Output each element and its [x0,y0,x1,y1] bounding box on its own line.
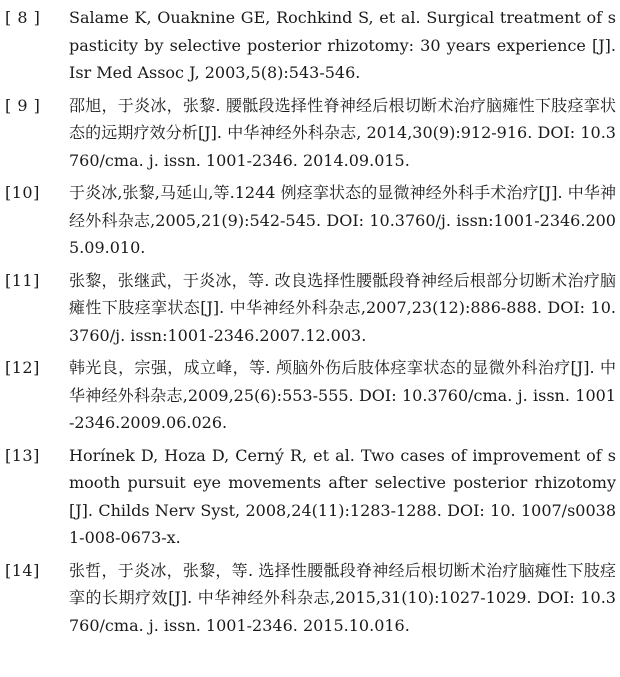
reference-text: Salame K, Ouaknine GE, Rochkind S, et al. Surgical treatment of spasticity by selective posterior rhizotomy: 30 years experience [J]. Isr Med Assoc J, 2003,5(8):543-546. [69,8,616,82]
reference-entry [0,4,620,87]
reference-entry [0,354,620,437]
reference-number: [11] [5,270,40,290]
reference-number: [10] [5,183,40,202]
reference-text: Horínek D, Hoza D, Cerný R, et al. Two cases of improvement of smooth pursuit eye movements after selective posterior rhizotomy [J]. Childs Nerv Syst, 2008,24(11):1283-1288. DOI: 10. 1007/s00381-008-0673-x. [69,445,616,547]
reference-text: 于炎冰,张黎,马延山,等.1244 例痉挛状态的显微神经外科手术治疗[J]. 中华神经外科杂志,2005,21(9):542-545. DOI: 10.3760/j. issn:1001-2346.2005.09.010. [69,183,616,257]
reference-text: 张哲，于炎冰，张黎，等. 选择性腰骶段脊神经后根切断术治疗脑瘫性下肢痉挛的长期疗效[J]. 中华神经外科杂志,2015,31(10):1027-1029. DOI: 10.3760/cma. j. issn. 1001-2346. 2015.10.016. [69,560,616,635]
reference-number: [13] [5,445,40,465]
reference-number: [14] [5,560,40,580]
reference-number: [ 9 ] [5,95,41,115]
reference-entry [0,442,620,552]
reference-entry [0,179,620,262]
reference-text: 邵旭，于炎冰，张黎. 腰骶段选择性脊神经后根切断术治疗脑瘫性下肢痉挛状态的远期疗效分析[J]. 中华神经外科杂志, 2014,30(9):912-916. DOI: 10.3760/cma. j. issn. 1001-2346. 2014.09.015. [69,95,616,170]
reference-list [0,4,620,644]
reference-entry [0,267,620,350]
reference-entry [0,557,620,640]
reference-number: [ 8 ] [5,8,41,27]
reference-number: [12] [5,358,40,377]
reference-entry [0,92,620,175]
reference-text: 张黎，张继武，于炎冰，等. 改良选择性腰骶段脊神经后根部分切断术治疗脑瘫性下肢痉挛状态[J]. 中华神经外科杂志,2007,23(12):886-888. DOI: 10.3760/j. issn:1001-2346.2007.12.003. [69,270,616,345]
reference-text: 韩光良，宗强，成立峰，等. 颅脑外伤后肢体痉挛状态的显微外科治疗[J]. 中华神经外科杂志,2009,25(6):553-555. DOI: 10.3760/cma. j. issn. 1001-2346.2009.06.026. [69,358,616,432]
